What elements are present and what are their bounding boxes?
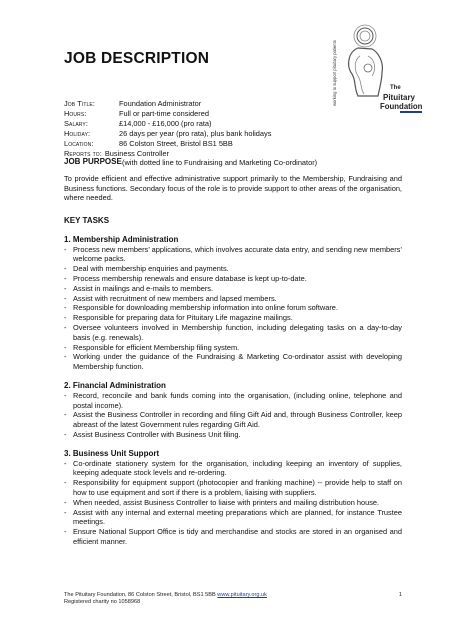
key-tasks-heading: KEY TASKS xyxy=(64,216,110,225)
list-item: - Working under the guidance of the Fundraising & Marketing Co-ordinator assist with developing Membership function. xyxy=(64,352,402,372)
logo-tagline: working to support pituitary patients xyxy=(332,40,337,106)
membership-admin-list xyxy=(64,245,402,372)
membership-admin-heading: 1. Membership Administration xyxy=(64,234,179,244)
reports-to-note: (with dotted line to Fundraising and Marketing Co-ordinator) xyxy=(122,158,318,168)
detail-label: Hours: xyxy=(64,108,87,118)
detail-label: Reports to: xyxy=(64,148,102,158)
job-purpose-text: To provide efficient and effective administrative support primarily to the Membership, Fundraising and Business functions. Secondary focus of the role is to provide support to other areas of the organisation, where needed. xyxy=(64,173,402,203)
job-purpose-section xyxy=(64,157,402,203)
logo-underline-bar xyxy=(400,111,422,113)
logo-head-circles-icon xyxy=(338,22,392,100)
list-item: - Deal with membership enquiries and payments. xyxy=(64,264,402,274)
detail-row-holiday xyxy=(64,129,317,139)
list-item: - Responsible for efficient Membership filing system. xyxy=(64,343,402,353)
detail-row-job-title xyxy=(64,99,317,109)
key-tasks-section xyxy=(64,216,402,547)
list-item: - Assist the Business Controller in recording and filing Gift Aid and, through Business Controller, keep abreast of the latest Government rules regarding Gift Aid. xyxy=(64,410,402,430)
detail-value: Business Controller xyxy=(104,148,169,158)
job-purpose-heading: JOB PURPOSE xyxy=(64,157,122,166)
logo-name-line-2: Foundation xyxy=(380,102,423,111)
detail-value: Full or part-time considered xyxy=(119,108,209,118)
list-item: - Assist with any internal and external meeting preparations which are planned, for instance Trustee meetings. xyxy=(64,508,402,528)
list-item: - Co-ordinate stationery system for the organisation, including keeping an inventory of supplies, keeping adequate stock levels and re-ordering. xyxy=(64,459,402,479)
logo-name-line-1: Pituitary xyxy=(383,93,416,102)
footer-website-link[interactable]: www.pituitary.org.uk xyxy=(217,592,267,598)
list-item: - Ensure National Support Office is tidy and merchandise and stocks are stored in an organised and efficient manner. xyxy=(64,527,402,547)
list-item: - Assist with recruitment of new members and lapsed members. xyxy=(64,294,402,304)
detail-value: £14,000 - £16,000 (pro rata) xyxy=(119,118,212,128)
detail-label: Job Title: xyxy=(64,99,95,108)
list-item: - Process new members’ applications, which involves accurate data entry, and sending new members’ welcome packs. xyxy=(64,245,402,265)
page-number: 1 xyxy=(398,592,402,598)
page-footer xyxy=(64,592,402,606)
detail-value: 26 days per year (pro rata), plus bank holidays xyxy=(119,128,272,138)
logo-the: The xyxy=(390,85,401,91)
business-unit-heading: 3. Business Unit Support xyxy=(64,448,160,458)
detail-label: Salary: xyxy=(64,118,88,128)
detail-value: 86 Colston Street, Bristol BS1 5BB xyxy=(119,138,233,148)
detail-row-hours xyxy=(64,109,317,119)
footer-line xyxy=(64,592,402,599)
footer-address-text: The Pituitary Foundation, 86 Colston Street, Bristol, BS1 5BB xyxy=(64,592,216,598)
pituitary-foundation-logo xyxy=(328,22,428,114)
detail-row-salary xyxy=(64,119,317,129)
detail-row-location xyxy=(64,139,317,149)
financial-admin-list xyxy=(64,391,402,440)
list-item: - Oversee volunteers involved in Membership function, including delegating tasks on a day-to-day basis (e.g. renewals). xyxy=(64,323,402,343)
list-item: - Process membership renewals and ensure database is kept up-to-date. xyxy=(64,274,402,284)
detail-label: Holiday: xyxy=(64,128,91,138)
detail-value: Foundation Administrator xyxy=(119,99,202,108)
business-unit-list xyxy=(64,459,402,547)
financial-admin-heading: 2. Financial Administration xyxy=(64,380,166,390)
list-item: - Record, reconcile and bank funds coming into the organisation, (including online, telephone and postal income). xyxy=(64,391,402,411)
page-title: JOB DESCRIPTION xyxy=(64,50,210,67)
list-item: - Responsible for preparing data for Pituitary Life magazine mailings. xyxy=(64,313,402,323)
detail-label: Location: xyxy=(64,138,94,148)
list-item: - Responsibility for equipment support (photocopier and franking machine) -- provide help to staff on how to use equipment and sort if there is a problem, liaising with suppliers. xyxy=(64,478,402,498)
footer-address xyxy=(64,592,267,599)
list-item: - Assist in mailings and e-mails to members. xyxy=(64,284,402,294)
list-item: - Assist Business Controller with Business Unit filing. xyxy=(64,430,402,440)
list-item: - When needed, assist Business Controller to liaise with printers and mailing distribution house. xyxy=(64,498,402,508)
list-item: - Responsible for downloading membership information into online forum software. xyxy=(64,303,402,313)
footer-charity-number: Registered charity no 1058968 xyxy=(64,599,141,606)
